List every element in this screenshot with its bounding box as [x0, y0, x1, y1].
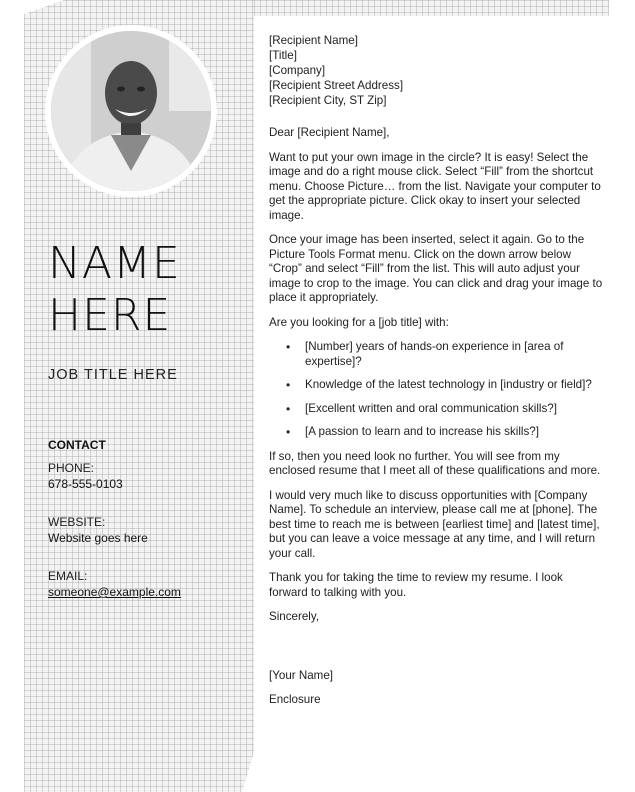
paragraph-6: Thank you for taking the time to review my resume. I look forward to talking with you.: [269, 571, 563, 599]
signature-name: [Your Name]: [269, 668, 334, 682]
list-item: • [A passion to learn and to increase his skills?]: [269, 425, 604, 440]
paragraph-3: Are you looking for a [job title] with:: [269, 315, 449, 329]
enclosure: Enclosure: [269, 693, 321, 706]
paragraph-4: If so, then you need look no further. You will see from my enclosed resume that I meet all of these qualifications and more.: [269, 449, 601, 477]
recipient-name: [Recipient Name]: [269, 34, 358, 47]
list-item: • Knowledge of the latest technology in [industry or field]?: [269, 378, 604, 393]
website-label: WEBSITE:: [48, 515, 106, 529]
top-pattern-band: [254, 0, 609, 16]
list-item: • [Number] years of hands-on experience in [area of expertise]?: [269, 340, 604, 369]
paragraph-2: Once your image has been inserted, select it again. Go to the Picture Tools Format menu. Click on the down arrow below “Crop” and select “Fill” from the list. This will auto adjust your image to crop to the image. You can click and drag your image to place it appropriately.: [269, 233, 603, 304]
email-link[interactable]: someone@example.com: [48, 585, 181, 599]
person-silhouette-icon: [51, 31, 211, 191]
phone-label: PHONE:: [48, 461, 95, 475]
email-block: [48, 568, 181, 600]
recipient-street: [Recipient Street Address]: [269, 79, 404, 92]
job-title: JOB TITLE HERE: [48, 367, 178, 383]
cover-letter-body: [269, 33, 604, 718]
salutation: Dear [Recipient Name],: [269, 126, 390, 139]
name-line-2: HERE: [48, 290, 172, 341]
website-block: [48, 514, 148, 546]
paragraph-1: Want to put your own image in the circle? It is easy! Select the image and do a right mouse click. Select “Fill” from the shortcut menu. Choose Picture… from the list. Navigate your computer to get the appropriate picture. Click okay to insert your selected image.: [269, 150, 601, 222]
signature-space: [269, 635, 604, 669]
list-item: • [Excellent written and oral communication skills?]: [269, 402, 604, 417]
qualification-list: [269, 340, 604, 440]
candidate-name: [48, 238, 248, 342]
recipient-address: [269, 33, 604, 108]
profile-photo[interactable]: [51, 31, 211, 191]
name-line-1: NAME: [48, 238, 181, 289]
contact-heading: CONTACT: [48, 438, 106, 452]
phone-value[interactable]: 678-555-0103: [48, 477, 123, 491]
closing: Sincerely,: [269, 610, 320, 623]
email-label: EMAIL:: [48, 569, 88, 583]
paragraph-5: I would very much like to discuss opportunities with [Company Name]. To schedule an interview, please call me at [phone]. The best time to reach me is between [earliest time] and [latest time], but you can leave a voice message at any time, and I will return your call.: [269, 488, 600, 560]
recipient-title: [Title]: [269, 49, 297, 62]
recipient-city: [Recipient City, ST Zip]: [269, 94, 387, 107]
recipient-company: [Company]: [269, 64, 326, 77]
phone-block: [48, 460, 123, 492]
website-value[interactable]: Website goes here: [48, 531, 148, 545]
